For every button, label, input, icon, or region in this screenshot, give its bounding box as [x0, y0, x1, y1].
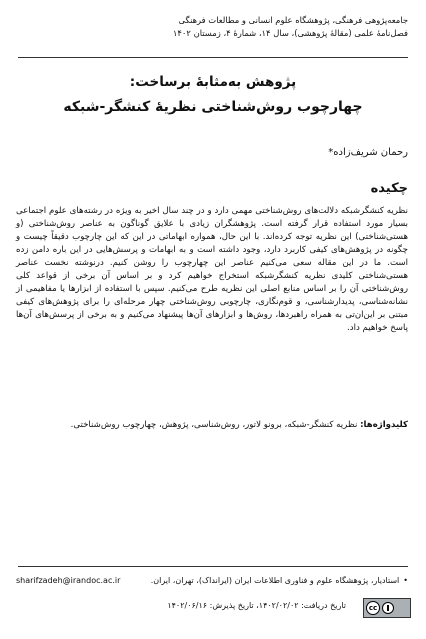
article-dates — [46, 600, 346, 612]
article-title-line1: پژوهش به‌مثابهٔ برساخت: — [129, 74, 297, 90]
journal-name: جامعه‌پژوهی فرهنگی، پژوهشگاه علوم انسانی و مطالعات فرهنگی — [178, 15, 408, 25]
abstract-heading: چکیده — [370, 181, 408, 196]
abstract-text: نظریه کنشگرشبکه دلالت‌های روش‌شناختی مهمی دارد و در چند سال اخیر به ویژه در رشته‌های علوم اجتماعی بسیار مورد استفاده قرار گرفته است. پژوهشگران زیادی با علایق گوناگون به عناصر روش‌شناختی (و هستی‌شناختی) این نظریه توجه کرده‌اند. با این حال، همواره ابهاماتی در این که این چارچوب دقیقاً چیست و چگونه در پژوهش‌های کیفی کاربرد دارد، وجود داشته است و به ابهامات و پرسش‌هایی در این باره دامن زده است. ما در این مقاله سعی می‌کنیم عناصر این چهارچوب را روشن کنیم. درنوشته نخست عناصر هستی‌شناختی کلیدی نظریه کنشگرشبکه استخراج خواهیم کرد و بر اساس آن برخی از قواعد کلی روش‌شناختی آن را بر اساس منابع اصلی این نظریه طرح می‌کنیم. سپس با استفاده از ابزارها یا مفاهیمی از نشانه‌شناسی، پدیدارشناسی، و قوم‌نگاری، چارچوبی روش‌شناختی چهار مرحله‌ای را برای پژوهش‌های کیفی مبتنی بر این‌ان‌تی به همراه راهبردها، روش‌ها و ابزارهای آن‌ها پیشنهاد می‌کنیم و به برخی از پرسش‌های آن‌ها پاسخ خواهیم داد. — [16, 206, 408, 333]
header-divider — [18, 57, 408, 58]
author-email-link[interactable]: sharifzadeh@irandoc.ac.ir — [16, 576, 121, 585]
keywords — [16, 418, 408, 432]
attribution-icon — [382, 602, 394, 614]
journal-issue: فصل‌نامهٔ علمی (مقالهٔ پژوهشی)، سال ۱۴، شمارهٔ ۴، زمستان ۱۴۰۲ — [172, 28, 408, 38]
affiliation-text: استادیار، پژوهشگاه علوم و فناوری اطلاعات ایران (ایرانداک)، تهران، ایران. — [150, 576, 400, 585]
article-title-line2: چهارچوب روش‌شناختی نظریهٔ کنشگر-شبکه — [63, 99, 363, 115]
cc-icon: cc — [366, 601, 380, 615]
keywords-text: نظریه کنشگر-شبکه، برونو لاتور، روش‌شناسی، پژوهش، چهارچوب روش‌شناختی. — [70, 420, 361, 430]
keywords-label: کلیدواژه‌ها: — [360, 420, 408, 430]
accepted-date: تاریخ پذیرش: ۱۴۰۲/۰۶/۱۶ — [167, 601, 254, 610]
author-footnote — [16, 575, 408, 587]
journal-header — [18, 14, 408, 40]
author-name: رحمان شریف‌زاده* — [328, 147, 408, 158]
received-date: تاریخ دریافت: ۱۴۰۲/۰۲/۰۲، — [256, 601, 346, 610]
footnote-divider — [18, 566, 408, 567]
cc-by-license-badge[interactable] — [363, 598, 411, 618]
bullet-icon: • — [403, 576, 408, 585]
